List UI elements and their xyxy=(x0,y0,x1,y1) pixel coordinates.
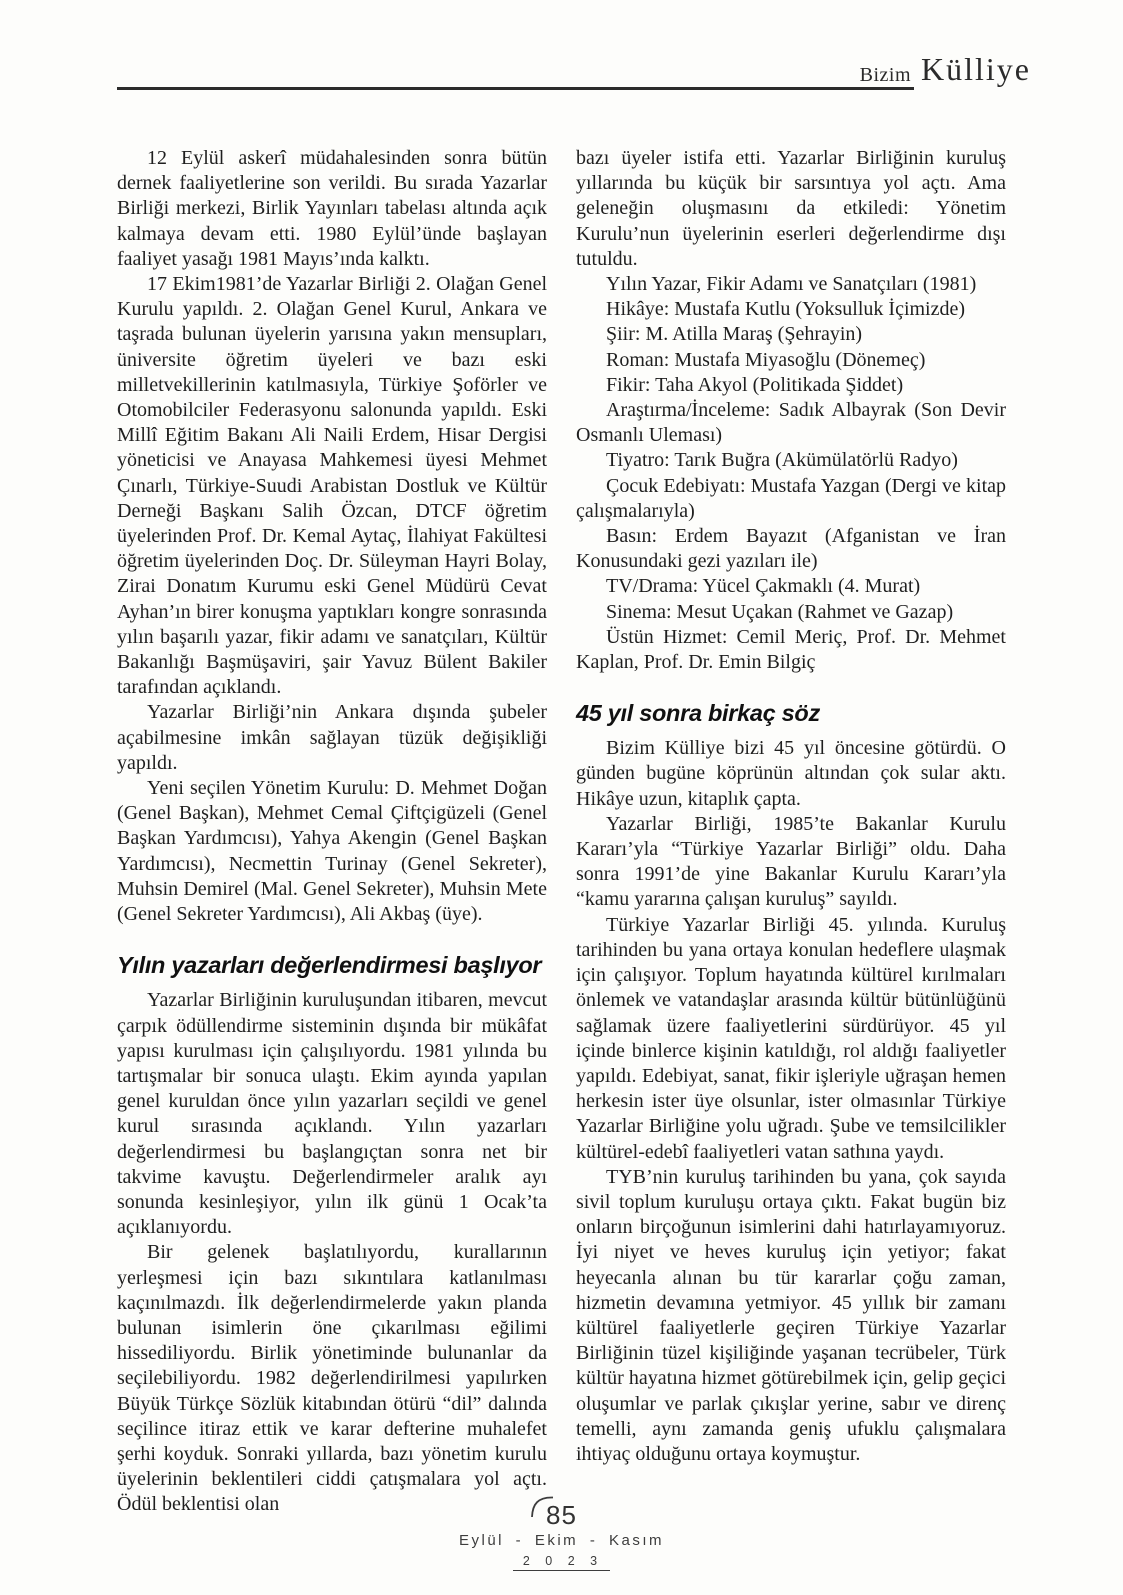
paragraph: Türkiye Yazarlar Birliği 45. yılında. Kuruluş tarihinden bu yana ortaya konulan hedeflere ulaşmak için çalışıyor. Toplum hayatında kültürel kırılmaları önlemek ve vatandaşlar arasında kültür bütünlüğünü sağlamak üzere faaliyetlerini sürdürüyor. 45 yıl içinde binlerce kişinin katıldığı, rol aldığı faaliyetler yapıldı. Edebiyat, sanat, fikir işleriyle uğraşan hemen herkesin ister üye olsunlar, ister olmasınlar Türkiye Yazarlar Birliğine yolu uğradı. Şube ve temsilcilikler kültürel-edebî faaliyetleri vatan sathına yaydı. xyxy=(576,913,1006,1163)
right-column xyxy=(576,146,1006,1518)
page-footer xyxy=(0,1500,1123,1571)
paragraph: 12 Eylül askerî müdahalesinden sonra bütün dernek faaliyetlerine son verildi. Bu sırada Yazarlar Birliği merkezi, Birlik Yayınları tabelası altında açık kalmaya devam etti. 1980 Eylül’ünde başlayan faaliyet yasağı 1981 Mayıs’ında kalktı. xyxy=(117,147,547,270)
paragraph: Yazarlar Birliği, 1985’te Bakanlar Kurulu Kararı’yla “Türkiye Yazarlar Birliği” oldu. Daha sonra 1991’de yine Bakanlar Kurulu Kararı’yla “kamu yararına çalışan kuruluş” sayıldı. xyxy=(576,812,1006,911)
award-list-item: TV/Drama: Yücel Çakmaklı (4. Murat) xyxy=(606,575,921,598)
article-columns xyxy=(117,146,1006,1518)
magazine-brand-large: Külliye xyxy=(921,51,1031,87)
paragraph: Yazarlar Birliği’nin Ankara dışında şubeler açabilmesine imkân sağlayan tüzük değişikliği yapıldı. xyxy=(117,701,547,774)
issue-year: 2 0 2 3 xyxy=(513,1554,610,1571)
paragraph: Bizim Külliye bizi 45 yıl öncesine götürdü. O günden bugüne köprünün altından çok sular aktı. Hikâye uzun, kitaplık çapta. xyxy=(576,737,1006,810)
section-heading-yilin-yazarlari: Yılın yazarları değerlendirmesi başlıyor xyxy=(117,952,542,979)
issue-year-wrap xyxy=(0,1552,1123,1571)
paragraph: TYB’nin kuruluş tarihinden bu yana, çok sayıda sivil toplum kuruluşu ortaya çıktı. Fakat bugün biz onların birçoğunun isimlerini dahi hatırlayamıyoruz. İyi niyet ve heves kuruluş için yetiyor; fakat heyecanla alınan bu tür kararlar çoğu zaman, hizmetin devamına yetmiyor. 45 yıllık bir zamanı kültürel faaliyetlerle geçiren Türkiye Yazarlar Birliğinin tüzel kişiliğinde yaşanan tecrübeler, Türk kültür hayatına hizmet götürebilmek için, gelip geçici oluşumlar ve parlak çıkışlar yerine, sabır ve direnç temelli, aynı zamanda geniş ufuklu çalışmalara ihtiyaç olduğunu ortaya koymuştur. xyxy=(576,1165,1006,1465)
page-number-wrap xyxy=(546,1500,577,1531)
award-list-item: Çocuk Edebiyatı: Mustafa Yazgan (Dergi ve kitap çalışmalarıyla) xyxy=(576,474,1006,522)
paragraph: 17 Ekim1981’de Yazarlar Birliği 2. Olağan Genel Kurulu yapıldı. 2. Olağan Genel Kurul, Ankara ve taşrada bulunan üyelerin yarısına yakın mensupları, üniversite öğretim üyeleri ve bazı eski milletvekillerinin katılmasıyla, Türkiye Şoförler ve Otomobilciler Federasyonu salonunda yapıldı. Eski Millî Eğitim Bakanı Ali Naili Erdem, Hisar Dergisi yöneticisi ve Anayasa Mahkemesi üyesi Mehmet Çınarlı, Türkiye-Suudi Arabistan Dostluk ve Kültür Derneği Başkanı Salih Özcan, DTCF öğretim üyelerinden Prof. Dr. Kemal Aytaç, İlahiyat Fakültesi öğretim üyelerinden Doç. Dr. Süleyman Hayri Bolay, Zirai Donatım Kurumu eski Genel Müdürü Cevat Ayhan’ın birer konuşma yaptıkları kongre sonrasında yılın başarılı yazar, fikir adamı ve sanatçıları, Kültür Bakanlığı Başmüşaviri, şair Yavuz Bülent Bakiler tarafından açıklandı. xyxy=(117,273,547,699)
page-number: 85 xyxy=(546,1500,577,1530)
page-number-swash-icon xyxy=(529,1493,555,1519)
award-list-item: Basın: Erdem Bayazıt (Afganistan ve İran Konusundaki gezi yazıları ile) xyxy=(576,525,1006,573)
paragraph: Yeni seçilen Yönetim Kurulu: D. Mehmet Doğan (Genel Başkan), Mehmet Cemal Çiftçigüzeli (Genel Başkan Yardımcısı), Yahya Akengin (Genel Başkan Yardımcısı), Necmettin Turinay (Genel Sekreter), Muhsin Demirel (Mal. Genel Sekreter), Muhsin Mete (Genel Sekreter Yardımcısı), Ali Akbaş (üye). xyxy=(117,777,547,926)
issue-months: Eylül - Ekim - Kasım xyxy=(458,1532,664,1549)
paragraph: Bir gelenek başlatılıyordu, kurallarının yerleşmesi için bazı sıkıntılara katlanılması kaçınılmazdı. İlk değerlendirmelerde yakın planda bulunan isimlerin öne çıkarılması eğilimi hissediliyordu. Birlik yönetiminde bulunanlar da seçilebiliyordu. 1982 değerlendirilmesi yapılırken Büyük Türkçe Sözlük kitabından ötürü “dil” dalında seçilince itiraz ettik ve karar defterine muhalefet şerhi koyduk. Sonraki yıllarda, bazı yönetim kurulu üyelerinin beklentileri ciddi çatışmalara yol açtı. Ödül beklentisi olan xyxy=(117,1241,547,1516)
award-list-item: Roman: Mustafa Miyasoğlu (Dönemeç) xyxy=(606,348,926,371)
award-list-item: Hikâye: Mustafa Kutlu (Yoksulluk İçimizde) xyxy=(606,298,966,321)
award-list-item: Şiir: M. Atilla Maraş (Şehrayin) xyxy=(606,323,863,346)
award-list-item: Tiyatro: Tarık Buğra (Akümülatörlü Radyo) xyxy=(606,449,958,472)
award-list-item: Araştırma/İnceleme: Sadık Albayrak (Son Devir Osmanlı Uleması) xyxy=(576,399,1006,447)
section-heading-45-yil: 45 yıl sonra birkaç söz xyxy=(576,700,820,727)
left-column xyxy=(117,146,547,1518)
magazine-brand-small: Bizim xyxy=(859,64,911,86)
paragraph: Yazarlar Birliğinin kuruluşundan itibaren, mevcut çarpık ödüllendirme sisteminin dışında bir mükâfat yapısı kurulması için çalışılıyordu. 1981 yılında bu tartışmalar bir sonuca ulaştı. Ekim ayında yapılan genel kuruldan önce yılın yazarları seçildi ve genel kurul sırasında açıklandı. Yılın yazarları değerlendirmesi bu başlangıçtan sonra net bir takvime kavuştu. Değerlendirmeler aralık ayı sonunda kesinleşiyor, yılın ilk günü 1 Ocak’ta açıklanıyordu. xyxy=(117,989,547,1239)
award-list-item: Üstün Hizmet: Cemil Meriç, Prof. Dr. Mehmet Kaplan, Prof. Dr. Emin Bilgiç xyxy=(576,625,1006,674)
header-rule xyxy=(117,87,914,90)
award-list-item: Yılın Yazar, Fikir Adamı ve Sanatçıları (1981) xyxy=(606,273,977,296)
award-list-item: Fikir: Taha Akyol (Politikada Şiddet) xyxy=(606,373,904,396)
award-list-item: Sinema: Mesut Uçakan (Rahmet ve Gazap) xyxy=(606,600,954,623)
paragraph: bazı üyeler istifa etti. Yazarlar Birliğinin kuruluş yıllarında bu küçük bir sarsıntıya yol açtı. Ama geleneğin oluşmasını da etkiledi: Yönetim Kurulu’nun üyelerinin eserleri değerlendirme dışı tutuldu. xyxy=(576,147,1006,270)
